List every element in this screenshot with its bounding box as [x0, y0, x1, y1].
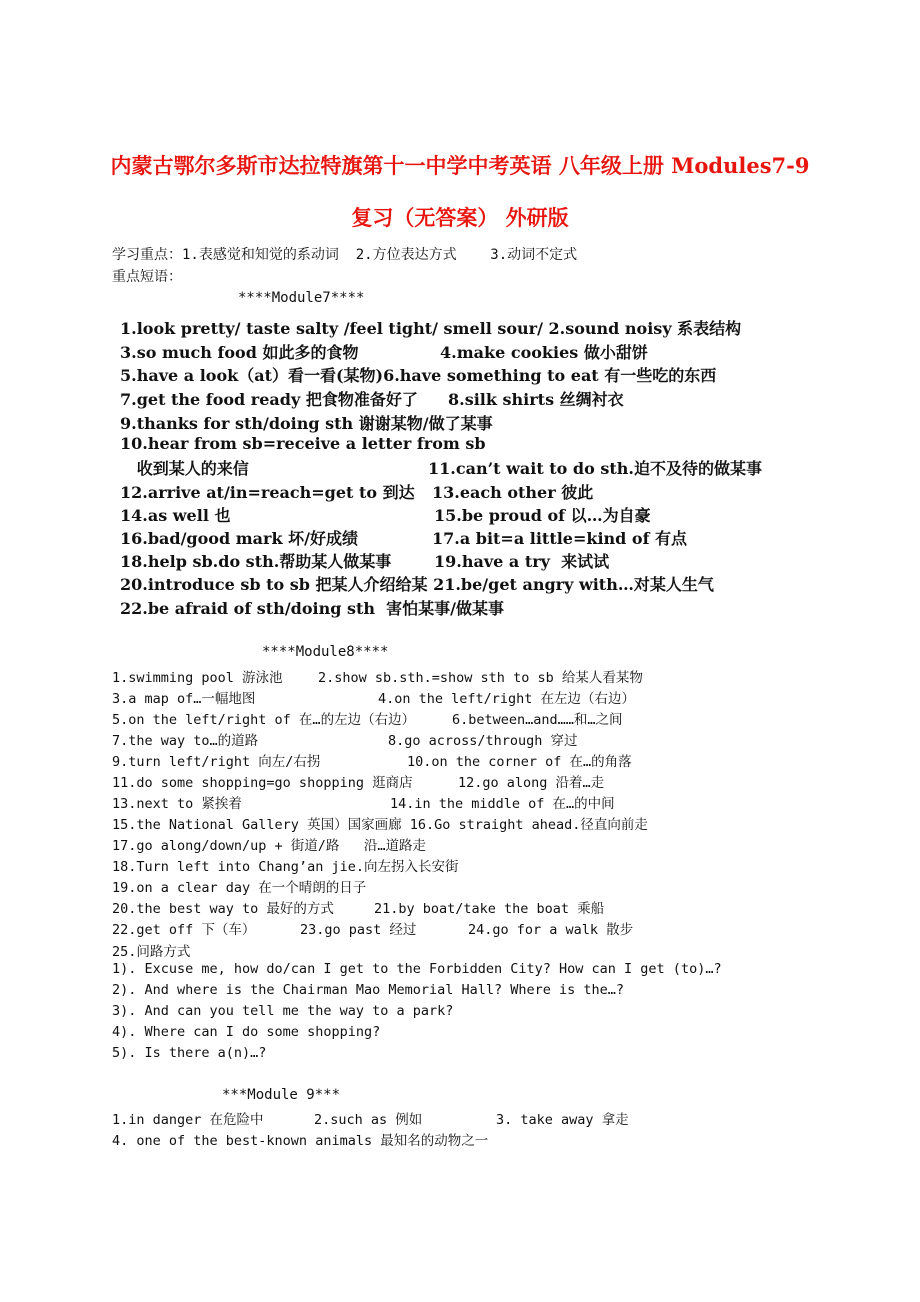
module7-phrase: 22.be afraid of sth/doing sth 害怕某事/做某事	[120, 599, 505, 618]
module8-phrase: 25.问路方式	[112, 944, 191, 960]
module9-phrase: 3. take away 拿走	[496, 1112, 629, 1128]
module8-phrase: 4). Where can I do some shopping?	[112, 1024, 381, 1040]
module8-phrase: 3.a map of…一幅地图	[112, 691, 256, 707]
module7-phrase: 17.a bit=a little=kind of 有点	[432, 529, 688, 548]
module7-header: ****Module7****	[238, 290, 365, 306]
module7-phrase: 9.thanks for sth/doing sth 谢谢某物/做了某事	[120, 414, 493, 433]
module7-phrase: 18.help sb.do sth.帮助某人做某事	[120, 552, 392, 571]
module8-phrase: 14.in the middle of 在…的中间	[390, 796, 615, 812]
module7-phrase: 收到某人的来信	[120, 459, 249, 478]
module9-header: ***Module 9***	[222, 1087, 341, 1103]
module7-phrase: 10.hear from sb=receive a letter from sb	[120, 434, 486, 453]
module9-phrase: 2.such as 例如	[314, 1112, 423, 1128]
module7-phrase: 16.bad/good mark 坏/好成绩	[120, 529, 358, 548]
module8-phrase: 6.between…and……和…之间	[452, 712, 623, 728]
module8-phrase: 20.the best way to 最好的方式	[112, 901, 334, 917]
key-phrases-label: 重点短语：	[112, 269, 182, 285]
module7-phrase: 15.be proud of 以…为自豪	[434, 506, 651, 525]
module8-phrase: 1). Excuse me, how do/can I get to the Forbidden City? How can I get (to)…?	[112, 961, 722, 977]
module7-phrase: 13.each other 彼此	[432, 483, 594, 502]
module8-phrase: 19.on a clear day 在一个晴朗的日子	[112, 880, 367, 896]
module7-phrase: 12.arrive at/in=reach=get to 到达	[120, 483, 415, 502]
module8-phrase: 24.go for a walk 散步	[468, 922, 634, 938]
module8-phrase: 12.go along 沿着…走	[458, 775, 605, 791]
module8-phrase: 4.on the left/right 在左边（右边）	[378, 691, 636, 707]
module8-phrase: 21.by boat/take the boat 乘船	[374, 901, 605, 917]
module7-phrase: 3.so much food 如此多的食物	[120, 343, 359, 362]
module7-phrase: 8.silk shirts 丝绸衬衣	[448, 390, 624, 409]
module8-phrase: 23.go past 经过	[300, 922, 417, 938]
module8-phrase: 2.show sb.sth.=show sth to sb 给某人看某物	[318, 670, 643, 686]
module8-phrase: 15.the National Gallery 英国）国家画廊 16.Go straight ahead.径直向前走	[112, 817, 648, 833]
module8-phrase: 5). Is there a(n)…?	[112, 1045, 267, 1061]
module7-phrase: 19.have a try 来试试	[434, 552, 610, 571]
document-title-line1: 内蒙古鄂尔多斯市达拉特旗第十一中学中考英语 八年级上册 Modules7-9	[110, 153, 810, 178]
module7-phrase: 5.have a look（at）看一看(某物)6.have something to eat 有一些吃的东西	[120, 366, 717, 385]
module8-phrase: 22.get off 下（车）	[112, 922, 256, 938]
study-focus: 学习重点：1.表感觉和知觉的系动词 2.方位表达方式 3.动词不定式	[112, 247, 578, 263]
module7-phrase: 20.introduce sb to sb 把某人介绍给某 21.be/get angry with…对某人生气	[120, 575, 714, 594]
module9-phrase: 1.in danger 在危险中	[112, 1112, 264, 1128]
module8-phrase: 13.next to 紧挨着	[112, 796, 242, 812]
module7-phrase: 7.get the food ready 把食物准备好了	[120, 390, 418, 409]
module8-phrase: 18.Turn left into Chang’an jie.向左拐入长安街	[112, 859, 459, 875]
module9-phrase: 4. one of the best-known animals 最知名的动物之一	[112, 1133, 489, 1149]
module8-phrase: 3). And can you tell me the way to a park?	[112, 1003, 454, 1019]
module7-phrase: 1.look pretty/ taste salty /feel tight/ smell sour/ 2.sound noisy 系表结构	[120, 319, 742, 338]
module7-phrase: 4.make cookies 做小甜饼	[440, 343, 648, 362]
module8-phrase: 5.on the left/right of 在…的左边（右边）	[112, 712, 416, 728]
module8-phrase: 17.go along/down/up + 街道/路 沿…道路走	[112, 838, 426, 854]
module7-phrase: 11.can’t wait to do sth.迫不及待的做某事	[428, 459, 762, 478]
document-title-line2: 复习（无答案） 外研版	[351, 205, 569, 230]
module8-phrase: 11.do some shopping=go shopping 逛商店	[112, 775, 413, 791]
module8-phrase: 7.the way to…的道路	[112, 733, 259, 749]
module8-phrase: 10.on the corner of 在…的角落	[407, 754, 632, 770]
module8-phrase: 8.go across/through 穿过	[388, 733, 578, 749]
module8-header: ****Module8****	[262, 644, 389, 660]
module8-phrase: 2). And where is the Chairman Mao Memorial Hall? Where is the…?	[112, 982, 625, 998]
module7-phrase: 14.as well 也	[120, 506, 231, 525]
module8-phrase: 1.swimming pool 游泳池	[112, 670, 283, 686]
module8-phrase: 9.turn left/right 向左/右拐	[112, 754, 321, 770]
